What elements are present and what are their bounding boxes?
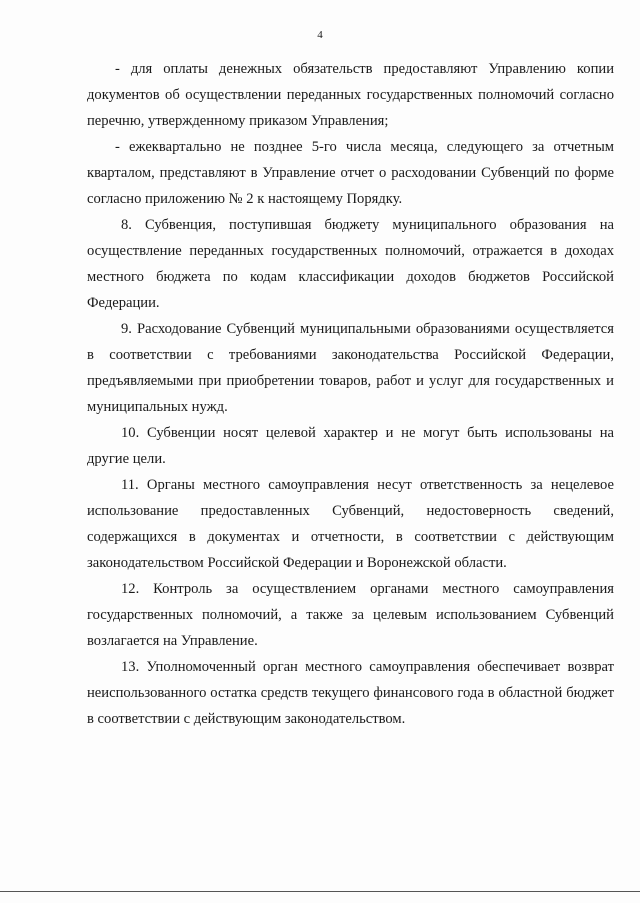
paragraph-13: 13. Уполномоченный орган местного самоуправления обеспечивает возврат неиспользованного остатка средств текущего финансового года в областной бюджет в соответствии с действующим законодательством. [87, 659, 614, 727]
scan-edge-line [0, 891, 640, 892]
document-body [87, 56, 614, 732]
paragraph-quarterly-report: - ежеквартально не позднее 5-го числа месяца, следующего за отчетным кварталом, представляют в Управление отчет о расходовании Субвенций по форме согласно приложению № 2 к настоящему Порядку. [87, 139, 614, 207]
paragraph-9: 9. Расходование Субвенций муниципальными образованиями осуществляется в соответствии с требованиями законодательства Российской Федерации, предъявляемыми при приобретении товаров, работ и услуг для государственных и муниципальных нужд. [87, 321, 614, 415]
paragraph-8: 8. Субвенция, поступившая бюджету муниципального образования на осуществление переданных государственных полномочий, отражается в доходах местного бюджета по кодам классификации доходов бюджетов Российской Федерации. [87, 217, 614, 311]
page-number: 4 [317, 29, 323, 41]
paragraph-12: 12. Контроль за осуществлением органами местного самоуправления государственных полномочий, а также за целевым использованием Субвенций возлагается на Управление. [87, 581, 614, 649]
paragraph-10: 10. Субвенции носят целевой характер и не могут быть использованы на другие цели. [87, 425, 614, 467]
paragraph-11: 11. Органы местного самоуправления несут ответственность за нецелевое использование предоставленных Субвенций, недостоверность сведений, содержащихся в документах и отчетности, в соответствии с действующим законодательством Российской Федерации и Воронежской области. [87, 477, 614, 571]
paragraph-payment-obligations: - для оплаты денежных обязательств предоставляют Управлению копии документов об осуществлении переданных государственных полномочий согласно перечню, утвержденному приказом Управления; [87, 61, 614, 129]
